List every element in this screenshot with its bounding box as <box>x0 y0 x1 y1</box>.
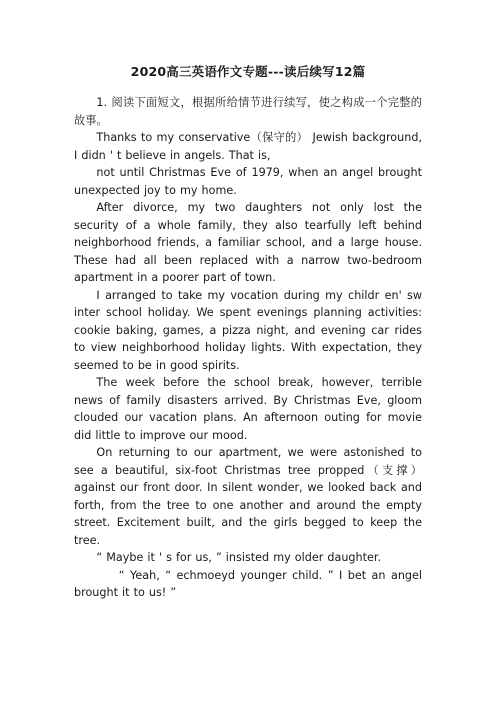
paragraph-vacation: I arranged to take my vocation during my childr en' sw inter school holiday. We spent evenings planning activities: cookie baking, games, a pizza night, and evening car rides to view neighborhood holiday lights. With expectation, they seemed to be in good spirits. <box>74 288 422 372</box>
paragraph-younger-child: “ Yeah, “ echmoeyd younger child. ” I bet an angel brought it to us! ” <box>74 568 422 599</box>
paragraph-christmas-eve: not until Christmas Eve of 1979, when an angel brought unexpected joy to my home. <box>74 166 422 197</box>
paragraph-instructions: 1. 阅读下面短文，根据所给情节进行续写，使之构成一个完整的故事。 <box>74 96 422 127</box>
paragraph-older-daughter: “ Maybe it ' s for us, ” insisted my older daughter. <box>96 551 381 564</box>
paragraph-tree: On returning to our apartment, we were astonished to see a beautiful, six-foot Christmas tree propped（支撑） against our front door. In silent wonder, we looked back and forth, from the tree to one another and around the empty street. Excitement built, and the girls begged to keep the tree. <box>74 446 422 547</box>
document-title: 2020高三英语作文专题---读后续写12篇 <box>130 64 366 79</box>
paragraph-bad-news: The week before the school break, however, terrible news of family disasters arrived. By Christmas Eve, gloom clouded our vacation plans. An afternoon outing for movie did little to improve our mood. <box>74 376 422 442</box>
paragraph-divorce: After divorce, my two daughters not only lost the security of a whole family, they also tearfully left behind neighborhood friends, a familiar school, and a large house. These had all been replaced with a narrow two-bedroom apartment in a poorer part of town. <box>74 201 422 284</box>
paragraph-background: Thanks to my conservative（保守的） Jewish background, I didn ' t believe in angels. That is, <box>74 131 422 162</box>
